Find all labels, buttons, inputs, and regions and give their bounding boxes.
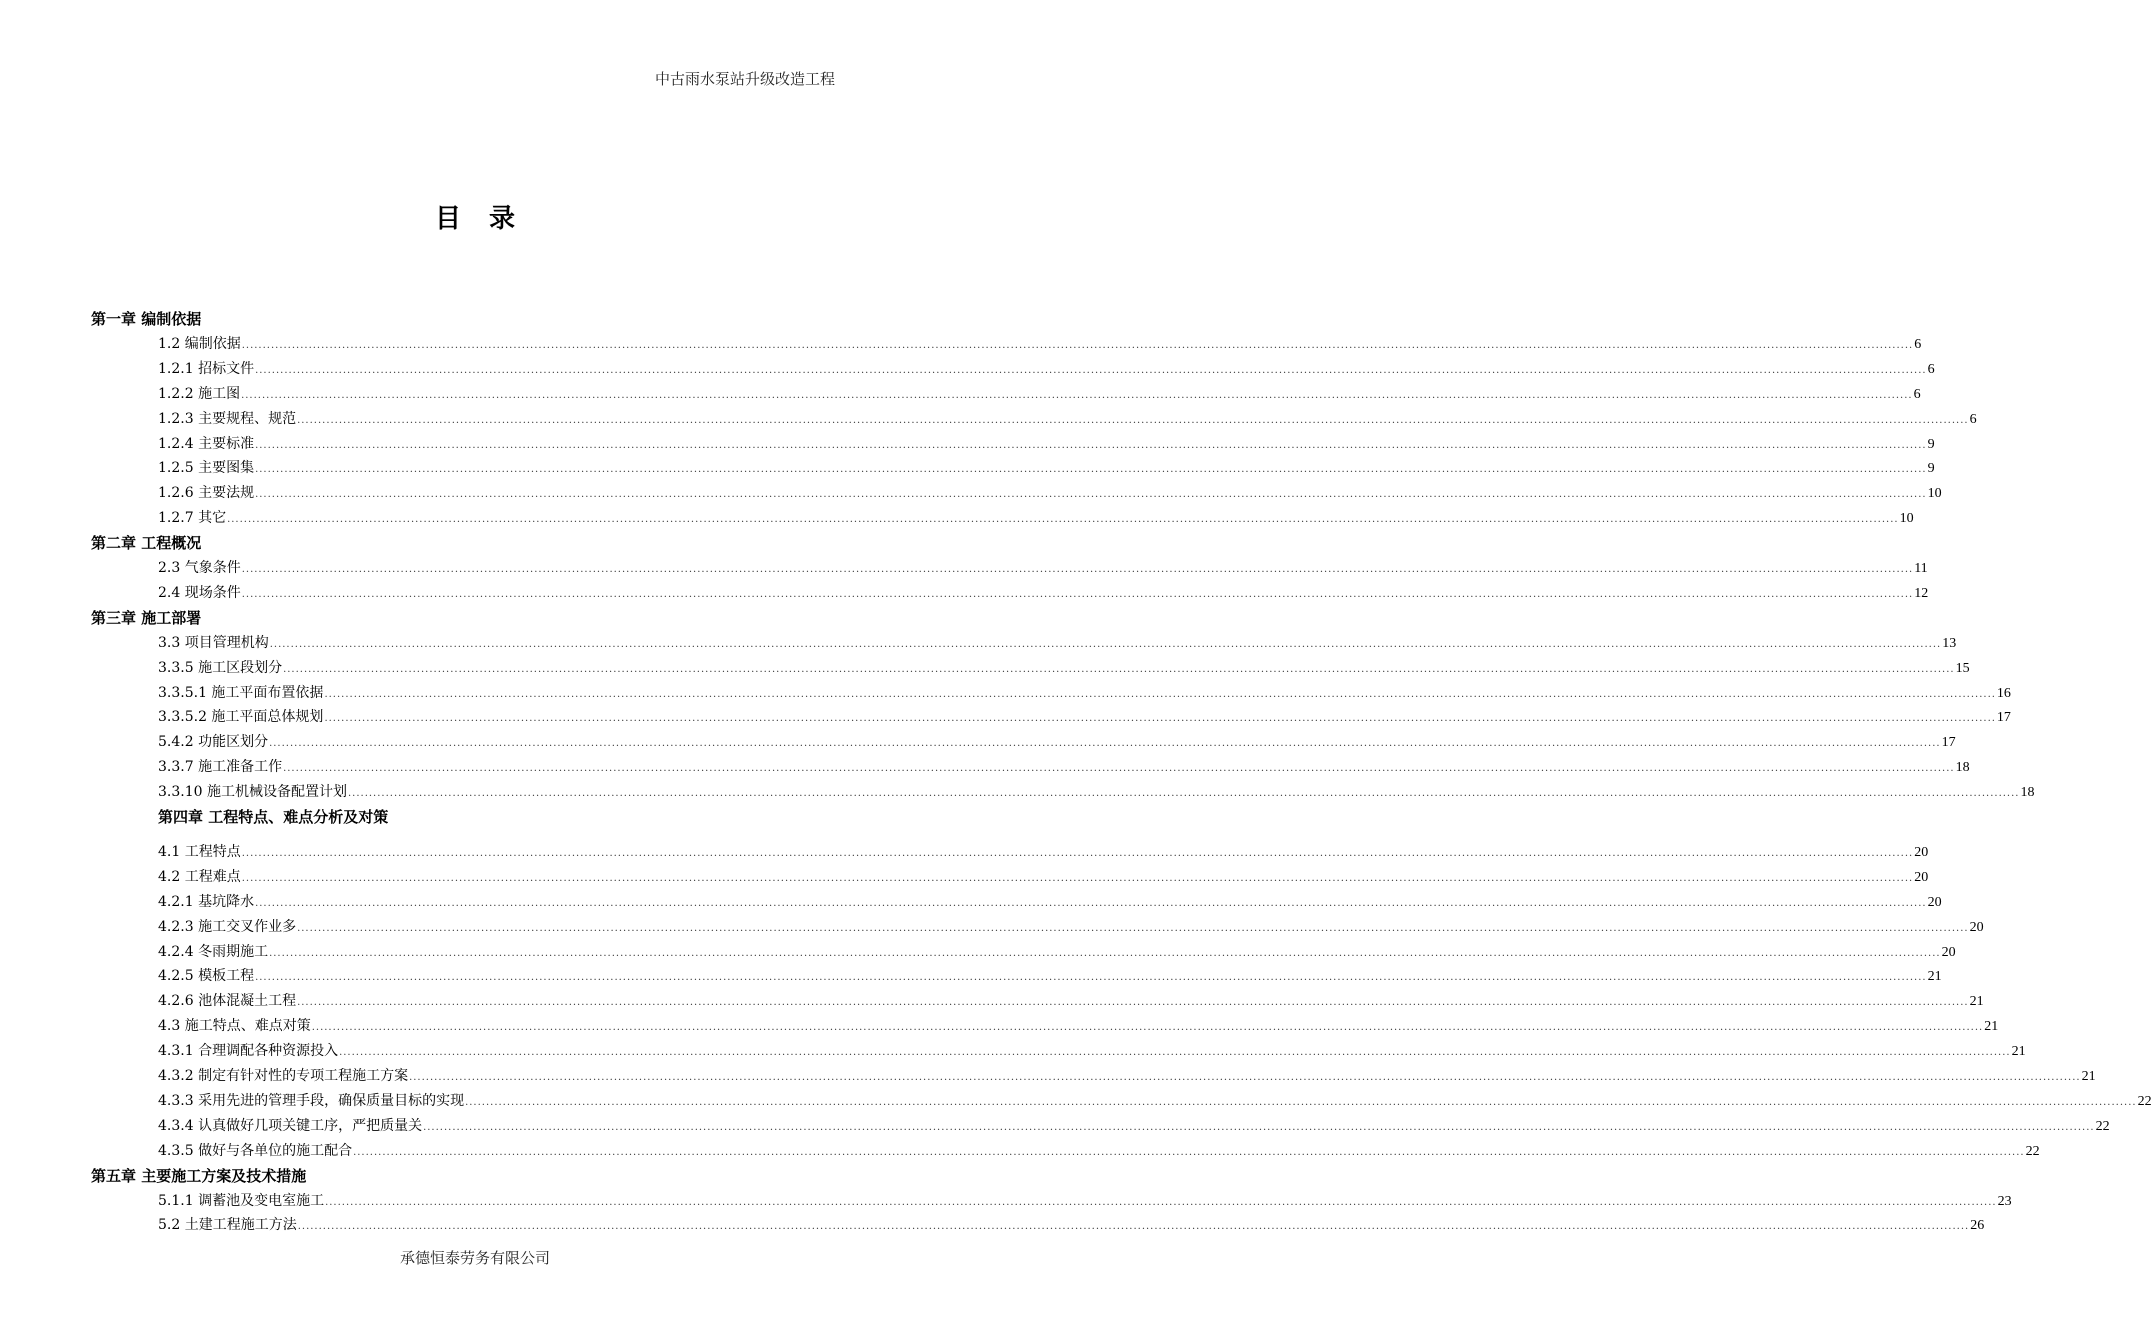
page-title: 目录 xyxy=(434,204,543,234)
toc-entry[interactable] xyxy=(158,941,1956,963)
toc-entry[interactable] xyxy=(158,990,1984,1012)
toc-entry-page: 20 xyxy=(1914,844,1929,860)
toc-entry-page: 20 xyxy=(1927,894,1942,910)
toc-leader-dots: ................................................................................................................................................................................................................................................................................................................................................................................................................ xyxy=(283,763,1955,775)
toc-entry-page: 6 xyxy=(1914,336,1922,352)
toc-entry[interactable] xyxy=(158,333,1922,355)
toc-entry-page: 22 xyxy=(2025,1143,2040,1159)
toc-entry-label: 4.3.1 合理调配各种资源投入 xyxy=(158,1043,339,1060)
toc-entry-label: 4.3.2 制定有针对性的专项工程施工方案 xyxy=(158,1068,409,1084)
toc-entry[interactable] xyxy=(158,891,1942,913)
toc-chapter-heading: 第一章 编制依据 xyxy=(91,310,202,328)
toc-entry-page: 13 xyxy=(1942,635,1957,651)
toc-leader-dots: ................................................................................................................................................................................................................................................................................................................................................................................................................ xyxy=(255,489,1927,501)
toc-entry-page: 21 xyxy=(1984,1019,1999,1035)
toc-leader-dots: ................................................................................................................................................................................................................................................................................................................................................................................................................ xyxy=(269,947,1941,959)
toc-leader-dots: ................................................................................................................................................................................................................................................................................................................................................................................................................ xyxy=(311,1022,1984,1034)
toc-entry-label: 1.2.7 其它 xyxy=(158,510,227,527)
toc-entry-page: 15 xyxy=(1955,660,1970,676)
toc-entry-page: 16 xyxy=(1996,685,2011,701)
toc-entry-label: 4.2.5 模板工程 xyxy=(158,968,255,985)
toc-entry[interactable] xyxy=(158,383,1921,405)
toc-entry[interactable] xyxy=(158,1015,1999,1037)
toc-entry-page: 22 xyxy=(2095,1118,2110,1134)
toc-entry-page: 6 xyxy=(1969,411,1977,427)
toc-leader-dots: ................................................................................................................................................................................................................................................................................................................................................................................................................ xyxy=(241,339,1914,351)
toc-entry-label: 4.2.1 基坑降水 xyxy=(158,893,255,910)
toc-entry-label: 3.3.10 施工机械设备配置计划 xyxy=(158,784,347,801)
toc-chapter-heading: 第四章 工程特点、难点分析及对策 xyxy=(158,808,389,826)
toc-entry-label: 5.1.1 调蓄池及变电室施工 xyxy=(158,1192,325,1209)
toc-entry[interactable] xyxy=(158,916,1984,938)
toc-entry-label: 3.3.5.2 施工平面总体规划 xyxy=(158,709,324,726)
page-footer xyxy=(0,1247,950,1268)
toc-entry[interactable] xyxy=(158,781,2035,803)
toc-entry[interactable] xyxy=(158,657,1970,679)
toc-entry-label: 4.1 工程特点 xyxy=(158,843,241,860)
toc-leader-dots: ................................................................................................................................................................................................................................................................................................................................................................................................................ xyxy=(353,1146,2025,1158)
toc-leader-dots: ................................................................................................................................................................................................................................................................................................................................................................................................................ xyxy=(297,922,1969,934)
toc-leader-dots: ................................................................................................................................................................................................................................................................................................................................................................................................................ xyxy=(269,638,1942,650)
toc-entry[interactable] xyxy=(158,1140,2040,1162)
toc-entry-page: 20 xyxy=(1969,919,1984,935)
toc-leader-dots: ................................................................................................................................................................................................................................................................................................................................................................................................................ xyxy=(297,1221,1970,1233)
toc-leader-dots: ................................................................................................................................................................................................................................................................................................................................................................................................................ xyxy=(325,1196,1997,1208)
toc-entry-page: 21 xyxy=(1969,994,1984,1010)
toc-entry-label: 3.3 项目管理机构 xyxy=(158,634,269,651)
toc-entry-page: 23 xyxy=(1997,1193,2012,1209)
toc-entry-page: 6 xyxy=(1913,386,1921,402)
toc-leader-dots: ................................................................................................................................................................................................................................................................................................................................................................................................................ xyxy=(297,414,1969,426)
toc-entry-page: 10 xyxy=(1899,511,1914,527)
toc-entry-label: 4.2 工程难点 xyxy=(158,868,241,885)
toc-entry-label: 4.2.6 池体混凝土工程 xyxy=(158,993,297,1010)
toc-entry[interactable] xyxy=(158,507,1914,529)
toc-entry[interactable] xyxy=(158,433,1935,455)
toc-entry-page: 20 xyxy=(1941,944,1956,960)
toc-entry-page: 17 xyxy=(1941,735,1956,751)
toc-leader-dots: ................................................................................................................................................................................................................................................................................................................................................................................................................ xyxy=(324,688,1996,700)
toc-entry-label: 5.4.2 功能区划分 xyxy=(158,734,269,751)
toc-entry[interactable] xyxy=(158,457,1935,479)
toc-entry-page: 10 xyxy=(1927,486,1942,502)
toc-entry-page: 9 xyxy=(1927,461,1935,477)
toc-entry[interactable] xyxy=(158,866,1929,888)
toc-entry-label: 1.2.3 主要规程、规范 xyxy=(158,410,297,427)
toc-leader-dots: ................................................................................................................................................................................................................................................................................................................................................................................................................ xyxy=(339,1047,2011,1059)
toc-entry-page: 17 xyxy=(1996,710,2011,726)
toc-entry[interactable] xyxy=(158,731,1956,753)
toc-entry-label: 4.3.5 做好与各单位的施工配合 xyxy=(158,1142,353,1159)
toc-entry[interactable] xyxy=(158,841,1929,863)
toc-leader-dots: ................................................................................................................................................................................................................................................................................................................................................................................................................ xyxy=(241,389,1913,401)
toc-leader-dots: ................................................................................................................................................................................................................................................................................................................................................................................................................ xyxy=(269,738,1941,750)
toc-entry-label: 2.4 现场条件 xyxy=(158,584,241,601)
toc-leader-dots: ................................................................................................................................................................................................................................................................................................................................................................................................................ xyxy=(324,713,1996,725)
toc-entry-page: 6 xyxy=(1927,361,1935,377)
toc-entry[interactable] xyxy=(158,1214,1985,1236)
toc-entry-label: 4.3.3 采用先进的管理手段，确保质量目标的实现 xyxy=(158,1092,465,1109)
toc-entry[interactable] xyxy=(158,756,1970,778)
toc-entry[interactable] xyxy=(158,632,1957,654)
toc-entry[interactable] xyxy=(158,1090,2152,1112)
toc-entry[interactable] xyxy=(158,408,1977,430)
toc-leader-dots: ................................................................................................................................................................................................................................................................................................................................................................................................................ xyxy=(255,439,1927,451)
toc-entry-label: 3.3.5 施工区段划分 xyxy=(158,659,283,676)
toc-leader-dots: ................................................................................................................................................................................................................................................................................................................................................................................................................ xyxy=(409,1072,2081,1083)
toc-entry-label: 4.3.4 认真做好几项关键工序，严把质量关 xyxy=(158,1117,423,1134)
toc-leader-dots: ................................................................................................................................................................................................................................................................................................................................................................................................................ xyxy=(255,464,1927,476)
toc-entry-label: 1.2.6 主要法规 xyxy=(158,485,255,502)
toc-leader-dots: ................................................................................................................................................................................................................................................................................................................................................................................................................ xyxy=(241,564,1914,575)
toc-entry[interactable] xyxy=(158,1190,2012,1212)
toc-entry[interactable] xyxy=(158,1115,2110,1137)
toc-entry-label: 1.2.2 施工图 xyxy=(158,385,241,402)
toc-leader-dots: ................................................................................................................................................................................................................................................................................................................................................................................................................ xyxy=(241,872,1914,884)
toc-chapter-heading: 第二章 工程概况 xyxy=(91,534,202,553)
toc-leader-dots: ................................................................................................................................................................................................................................................................................................................................................................................................................ xyxy=(465,1096,2137,1108)
toc-entry-page: 12 xyxy=(1914,585,1929,601)
toc-leader-dots: ................................................................................................................................................................................................................................................................................................................................................................................................................ xyxy=(423,1121,2095,1133)
toc-entry-label: 3.3.5.1 施工平面布置依据 xyxy=(158,684,324,701)
toc-entry[interactable] xyxy=(158,557,1928,579)
toc-leader-dots: ................................................................................................................................................................................................................................................................................................................................................................................................................ xyxy=(255,364,1927,376)
toc-entry-label: 2.3 气象条件 xyxy=(158,560,241,576)
toc-entry-label: 4.3 施工特点、难点对策 xyxy=(158,1018,311,1035)
toc-chapter-heading: 第五章 主要施工方案及技术措施 xyxy=(91,1166,307,1185)
toc-entry-label: 5.2 土建工程施工方法 xyxy=(158,1217,297,1234)
toc-entry-label: 1.2.5 主要图集 xyxy=(158,460,255,477)
toc-entry-page: 11 xyxy=(1914,561,1928,576)
toc-leader-dots: ................................................................................................................................................................................................................................................................................................................................................................................................................ xyxy=(255,897,1927,909)
toc-entry[interactable] xyxy=(158,1040,2026,1062)
toc-entry-page: 18 xyxy=(2020,785,2035,801)
toc-entry-page: 21 xyxy=(1927,969,1942,985)
toc-entry[interactable] xyxy=(158,682,2011,704)
toc-entry-page: 21 xyxy=(2011,1044,2026,1060)
toc-entry-label: 3.3.7 施工准备工作 xyxy=(158,759,283,776)
toc-entry-page: 20 xyxy=(1914,869,1929,885)
toc-entry-label: 4.2.3 施工交叉作业多 xyxy=(158,918,297,935)
toc-entry-page: 22 xyxy=(2137,1093,2152,1109)
running-header: 中古雨水泵站升级改造工程 xyxy=(654,70,835,88)
toc-entry[interactable] xyxy=(158,482,1942,504)
toc-entry[interactable] xyxy=(158,358,1935,380)
toc-entry[interactable] xyxy=(158,1065,2096,1087)
toc-leader-dots: ................................................................................................................................................................................................................................................................................................................................................................................................................ xyxy=(255,972,1927,984)
toc-entry[interactable] xyxy=(158,582,1929,604)
toc-entry-label: 1.2.4 主要标准 xyxy=(158,435,255,452)
toc-leader-dots: ................................................................................................................................................................................................................................................................................................................................................................................................................ xyxy=(241,588,1914,600)
toc-chapter-heading: 第三章 施工部署 xyxy=(91,608,202,627)
toc-entry-page: 21 xyxy=(2081,1069,2096,1084)
toc-leader-dots: ................................................................................................................................................................................................................................................................................................................................................................................................................ xyxy=(297,997,1969,1009)
toc-entry[interactable] xyxy=(158,706,2011,728)
toc-entry-page: 26 xyxy=(1970,1218,1985,1234)
footer-company: 承德恒泰劳务有限公司 xyxy=(399,1249,550,1267)
toc-leader-dots: ................................................................................................................................................................................................................................................................................................................................................................................................................ xyxy=(283,663,1955,675)
toc-entry[interactable] xyxy=(158,965,1942,987)
toc-entry-label: 4.2.4 冬雨期施工 xyxy=(158,943,269,960)
toc-entry-label: 1.2.1 招标文件 xyxy=(158,360,255,377)
toc-leader-dots: ................................................................................................................................................................................................................................................................................................................................................................................................................ xyxy=(227,514,1899,526)
toc-leader-dots: ................................................................................................................................................................................................................................................................................................................................................................................................................ xyxy=(241,847,1914,859)
toc-entry-page: 18 xyxy=(1955,760,1970,776)
toc-leader-dots: ................................................................................................................................................................................................................................................................................................................................................................................................................ xyxy=(347,788,2020,800)
toc-entry-page: 9 xyxy=(1927,436,1935,452)
toc-entry-label: 1.2 编制依据 xyxy=(158,335,241,352)
